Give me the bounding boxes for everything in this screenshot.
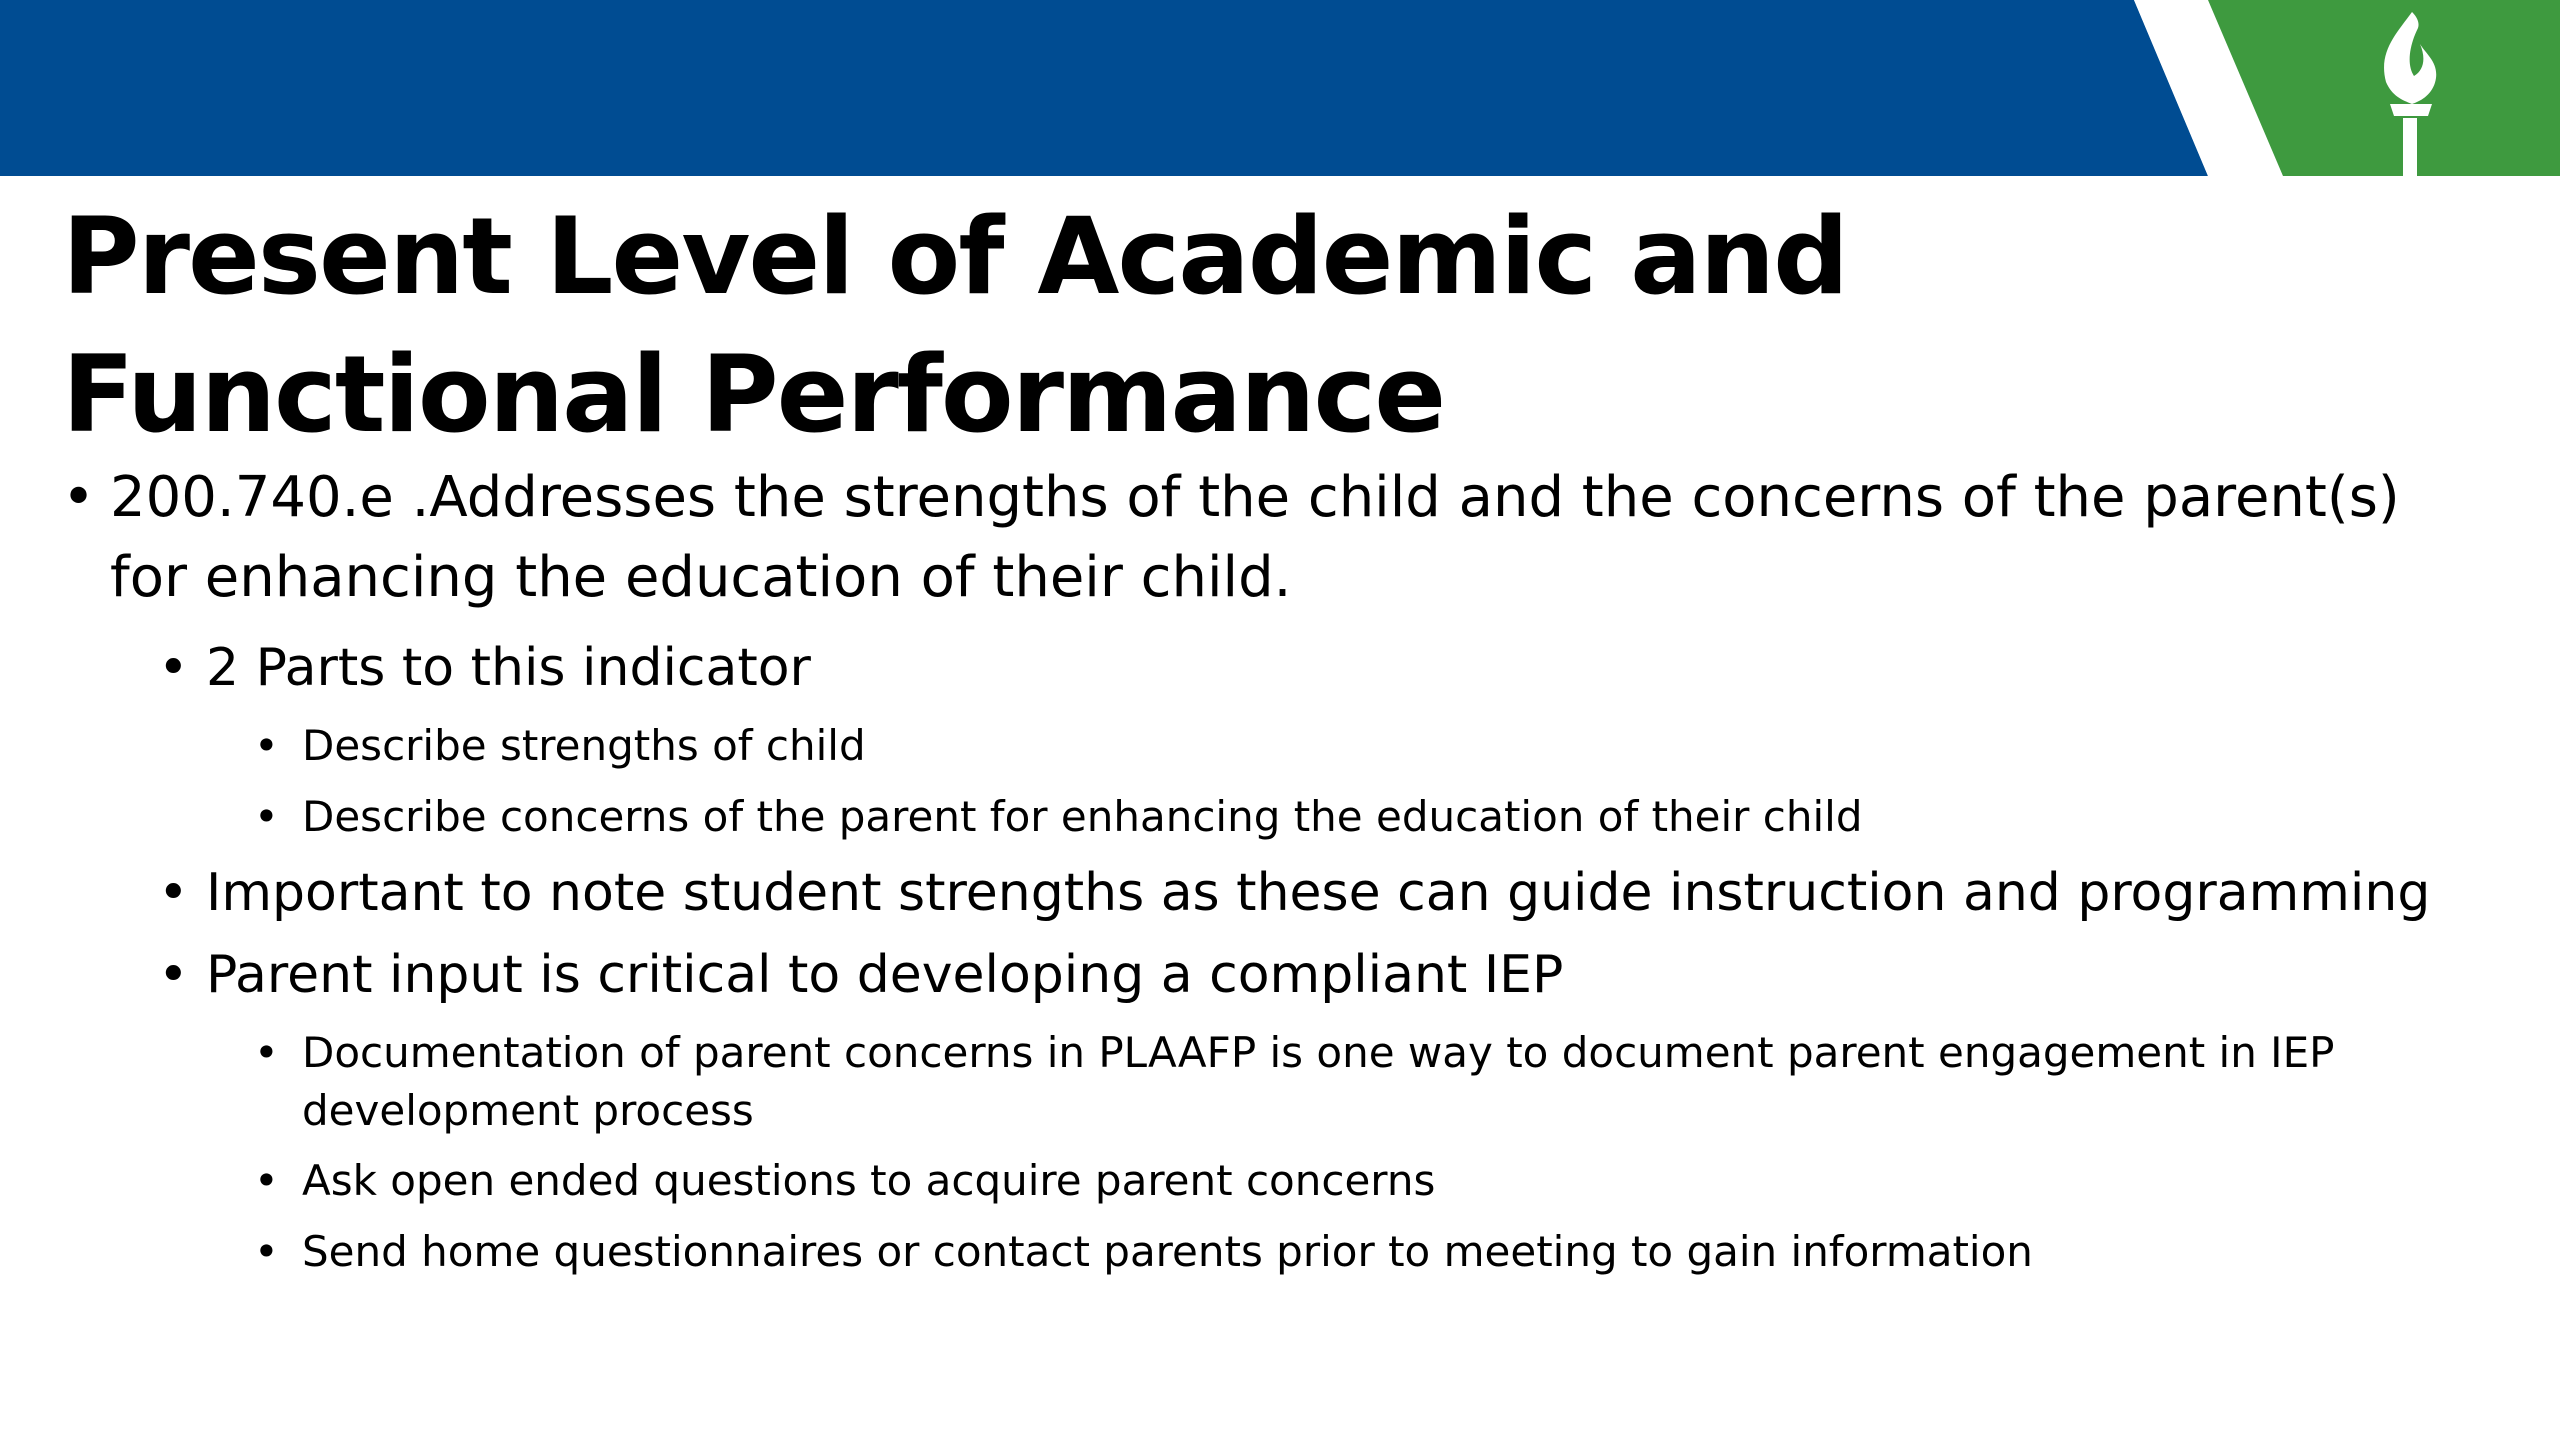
bullet-text: Describe concerns of the parent for enhancing the education of their child [302,792,1863,841]
bullet-text: Important to note student strengths as these can guide instruction and programming [206,863,2431,923]
bullet-item [254,717,2404,775]
bullet-item [254,1223,2404,1281]
bullet-dot: • [254,1028,279,1077]
bullet-item [158,632,2458,704]
bullet-item [254,1024,2404,1140]
bullet-dot: • [158,638,189,698]
bullet-item [254,1152,2404,1210]
bullet-dot: • [254,792,279,841]
bullet-dot: • [254,1227,279,1276]
bullet-text: Send home questionnaires or contact parents prior to meeting to gain information [302,1227,2033,1276]
bullet-text: Parent input is critical to developing a compliant IEP [206,945,1564,1005]
bullet-item [62,458,2402,618]
bullet-dot: • [254,1156,279,1205]
bullet-text: 2 Parts to this indicator [206,638,811,698]
bullet-dot: • [158,863,189,923]
bullet-text: 200.740.e .Addresses the strengths of the child and the concerns of the parent(s) for enhancing the education of their child. [110,465,2400,610]
bullet-dot: • [158,945,189,1005]
bullet-text: Documentation of parent concerns in PLAAFP is one way to document parent engagement in IEP development process [302,1028,2335,1135]
bullet-item [158,857,2458,929]
bullet-item [254,788,2404,846]
bullet-item [158,939,2458,1011]
bullet-text: Describe strengths of child [302,721,866,770]
bullet-dot: • [62,465,96,530]
bullet-dot: • [254,721,279,770]
slide-title: Present Level of Academic and Functional Performance [62,195,1847,456]
bullet-text: Ask open ended questions to acquire parent concerns [302,1156,1436,1205]
